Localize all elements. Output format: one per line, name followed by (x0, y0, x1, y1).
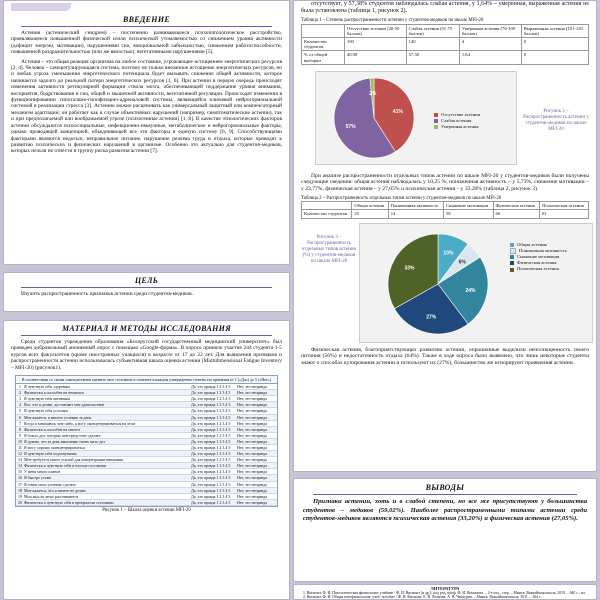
table1 (301, 24, 589, 65)
table1-cell: Количество студентов (302, 38, 345, 51)
goal-heading: ЦЕЛЬ (134, 276, 159, 285)
conclusions-heading: ВЫВОДЫ (425, 483, 465, 492)
intro-paragraph-2: Астения – это общая реакция организма на любое состояние, угрожающее истощением энергетических ресурсов [2, 4]. Человек – саморегулирующаяся система, поэтому не только внезапное истощение энергетических ресурсов, но и любая угроза уменьшения энергетического потенциала будет вызывать снижение общей активности, которое начинается задолго до реальной потери энергетических ресурсов [1, 6]. При астении в первую очередь происходят изменения активности ретикулярной формации ствола мозга, обеспечивающей поддержание уровня внимания, восприятия, бодрствования и сна, общей и мышечной активности, вегетативной регуляции. Происходят изменения в функционировании гипоталамо-гипофизарно-адреналовой системы, являющейся ключевой нейрогормональной системой в реализации стресса [3]. Астению можно расценивать как универсальный защитный или компенсаторный механизм адаптации; он работает как в случае объективных нарушений (например, симптоматические астении), так и при предполагаемой или воображаемой угрозе (психогенные астении) [1, 8]. В качестве этиологических факторов астении обсуждаются психосоциальные, инфекционно-иммунные, метаболические и нейрогормональные факторы, однако проводящей концепцией, объединяющей все эти факторы в единую систему [6, 9]. Способствующими факторами являются недосып, неправильное питание, нарушение режима труда и отдыха, которые приводят к развитию психических и физических нарушений в организме. Особенно это актуально для студентов-медиков, которых нельзя не отнести в группу риска развития астении [7]. (11, 58, 282, 155)
table2-header-cell: Снижение мотивации (443, 202, 493, 210)
scale-row-number: 1 (19, 384, 21, 390)
table2-header-cell: Пониженная активность (388, 202, 443, 210)
photo-strip (11, 3, 282, 15)
scale-row (16, 500, 277, 506)
scale-row-question: Мне кажется, я многое успеваю за день (24, 414, 92, 420)
figure3-chart-area (359, 223, 593, 343)
scale-row-agree: Да, это правда 1 2 3 4 5 (191, 457, 231, 463)
table2-cell: 81 (540, 210, 589, 218)
scale-row-question: Физически я чувствую себя в прекрасном состоянии (24, 499, 114, 505)
table1-header-row (302, 24, 589, 37)
scale-row-disagree: Нет, это неправда (237, 481, 267, 487)
table1-header-cell (302, 24, 345, 37)
intro-divider (21, 26, 272, 27)
legend-swatch (510, 255, 514, 259)
scale-row-number: 19 (18, 493, 22, 499)
decorative-photo (11, 3, 71, 11)
table2-header-cell (302, 202, 352, 210)
table1-cell: 0 (521, 51, 588, 64)
scale-row-number: 8 (19, 426, 21, 432)
figure2 (301, 69, 589, 169)
table1-cell: % от общей выборки (302, 51, 345, 64)
pie-data-label: 33% (404, 264, 415, 271)
goal-divider (21, 287, 272, 288)
goal-panel (3, 272, 290, 312)
scale-row-disagree: Нет, это неправда (237, 420, 267, 426)
table2-header-row (302, 202, 589, 210)
reference-item: 1. Висмонт, Ф. И. Патологическая физиология: учебник / Ф. И. Висмонт [и др.]; под ред. проф. Ф. И. Висмонта. – 2-е изд., стер. – Минск: Вышэйшая школа, 2019. – 640 с.: ил. (303, 591, 586, 595)
figure3 (301, 223, 589, 345)
methods-heading: МАТЕРИАЛ И МЕТОДЫ ИССЛЕДОВАНИЯ (61, 324, 232, 333)
table1-title: Таблица 1 – Степень распространенности астении у студентов-медиков по шкале MFI-20 (301, 18, 484, 23)
methods-text: Среди студентов учреждения образования «Белорусский государственный медицинский университет» был проведен добровольный анонимный опрос с помощью «Google-форма». В опросе приняло участие 244 студента 1-5 курсов всех факультетов (кроме иностранных учащихся) в возрасте от 17 до 22 лет. Для выявления признаков и распространенности астении использовалась субъективная шкала оценки астении (Multidimensional Fatigue Inventory – MFI-20) (рисунок1). (11, 339, 282, 371)
intro-heading: ВВЕДЕНИЕ (123, 15, 170, 24)
figure2-chart-area (315, 71, 517, 165)
table1-header-cell: Умеренная астения (76-100 баллов) (459, 24, 521, 37)
results-mid-text: При анализе распространенности отдельных типов астении по шкале MFI-20 у студентов-медиков были получены следующие сведения: общая астения наблюдалась у 10,25 %, пониженная активность – у 5,73%, снижение мотивации – у 23,77%, физическая астения – у 27,05% и психическая астения – у 33,20% (таблица 2, рисунок 3). (301, 172, 589, 192)
scale-row-agree: Да, это правда 1 2 3 4 5 (191, 384, 231, 390)
scale-row-number: 13 (18, 457, 22, 463)
scale-row-agree: Да, это правда 1 2 3 4 5 (191, 426, 231, 432)
scale-row-number: 12 (18, 451, 22, 457)
right-column (293, 0, 600, 600)
scale-row-number: 5 (19, 408, 21, 414)
scale-row-number: 3 (19, 396, 21, 402)
figure2-pie-chart (316, 72, 516, 164)
scale-row-agree: Да, это правда 1 2 3 4 5 (191, 499, 231, 505)
scale-row-question: Когда я занимаюсь чем-либо, я могу сконцентрироваться на этом (24, 420, 136, 426)
scale-row-disagree: Нет, это неправда (237, 390, 267, 396)
table2-header-cell: Психическая астения (540, 202, 589, 210)
table1-cell: 0 (521, 38, 588, 51)
table1-row (302, 51, 589, 64)
scale-row-disagree: Нет, это неправда (237, 426, 267, 432)
scale-row-agree: Да, это правда 1 2 3 4 5 (191, 402, 231, 408)
table2-header-cell: Общая астения (352, 202, 388, 210)
legend-label: Пониженная активность (519, 247, 567, 253)
table1-header-cell: Выраженная астения (101-120 баллов) (521, 24, 588, 37)
conclusions-divider (313, 494, 577, 495)
scale-row-disagree: Нет, это неправда (237, 457, 267, 463)
scale-row-question: Я быстро устаю (24, 475, 52, 481)
legend-label: Физическая астения (517, 260, 557, 266)
legend-swatch (434, 119, 438, 123)
scale-row-question: У меня много планов (24, 469, 61, 475)
scale-row-agree: Да, это правда 1 2 3 4 5 (191, 408, 231, 414)
scale-row-disagree: Нет, это неправда (237, 402, 267, 408)
table2-cell: 25 (352, 210, 388, 218)
legend-label: Отсутствие астении (441, 111, 481, 117)
scale-row-question: Я очень мало успеваю сделать (24, 481, 76, 487)
scale-row-agree: Да, это правда 1 2 3 4 5 (191, 390, 231, 396)
scale-row-disagree: Нет, это неправда (237, 408, 267, 414)
scale-row-question: Я могу хорошо сконцентрироваться (24, 444, 86, 450)
methods-divider (21, 335, 272, 336)
pie-data-label: 57% (345, 123, 356, 130)
legend-swatch (510, 268, 514, 272)
table2-title: Таблица 2 – Распространенность отдельных типов астении у студентов-медиков по шкале MFI-20 (301, 195, 502, 201)
scale-row-question: Я чувствую себя усталым (24, 408, 68, 414)
scale-row-disagree: Нет, это неправда (237, 493, 267, 499)
scale-row-agree: Да, это правда 1 2 3 4 5 (191, 481, 231, 487)
legend-label: Психическая астения (517, 266, 559, 272)
scale-row-agree: Да, это правда 1 2 3 4 5 (191, 438, 231, 444)
scale-row-agree: Да, это правда 1 2 3 4 5 (191, 451, 231, 457)
scale-row-question: Все, что я делаю, доставляет мне удовольствие (24, 402, 105, 408)
table1-header-cell: Отсутствие астении (20-50 баллов) (344, 24, 406, 37)
table2-cell: 14 (388, 210, 443, 218)
pie-data-label: 10% (443, 250, 454, 257)
scale-row-disagree: Нет, это неправда (237, 469, 267, 475)
table2-cell: 58 (443, 210, 493, 218)
legend-label: Общая астения (517, 241, 547, 247)
table2-row (302, 210, 589, 218)
scale-row-disagree: Нет, это неправда (237, 414, 267, 420)
scale-row-disagree: Нет, это неправда (237, 444, 267, 450)
legend-swatch (510, 243, 514, 247)
results-panel (293, 0, 597, 472)
scale-row-number: 17 (18, 481, 22, 487)
table1-cell: 100 (344, 38, 406, 51)
figure3-legend (510, 242, 567, 273)
table2-cell: Количество студентов (302, 210, 352, 218)
intro-paragraph-1: Астения (астенический синдром) – постепенно развивающееся психопатологическое расстройство, проявляющееся повышенной физической и/или психической утомляемостью со снижением уровня активности (дефицит энергии, мотивации), нарушениями сна, эмоциональной лабильностью, снижением работоспособности, повышенной раздражительностью (или же вялостью), вегетативными нарушениями [5]. (11, 30, 282, 56)
intro-panel (3, 0, 290, 265)
figure3-legend-item (510, 266, 567, 272)
legend-swatch (510, 261, 514, 265)
scale-row-disagree: Нет, это неправда (237, 438, 267, 444)
scale-row-question: Я боюсь дел, которые мне предстоит сделать (24, 432, 101, 438)
scale-row-number: 2 (19, 390, 21, 396)
scale-row-number: 18 (18, 487, 22, 493)
table1-cell: 40,98 (344, 51, 406, 64)
legend-label: Умеренная астения (441, 124, 479, 130)
reference-item: 2. Висмонт, Ф. И. Общая патофизиология: учеб. пособие / Ф. И. Висмонт, Е. В. Леонова, А. В. Чантурия. – Минск: Вышэйшая школа, 2011. – 364 с. (303, 595, 542, 600)
references-panel (293, 584, 597, 600)
scale-row-question: Я чувствую себя отдохнувшим (24, 451, 77, 457)
table1-cell: 57,38 (406, 51, 459, 64)
scale-row-question: Мне требуется много усилий для концентрации внимания (24, 457, 123, 463)
scale-row-number: 15 (18, 469, 22, 475)
conclusions-panel (293, 478, 597, 582)
figure2-legend (434, 112, 480, 131)
scale-figure (15, 375, 278, 507)
legend-label: Слабая астения (441, 118, 472, 124)
goal-text: Изучить распространенность признаков астении среди студентов-медиков. (21, 291, 193, 297)
scale-row-disagree: Нет, это неправда (237, 475, 267, 481)
table2-cell: 66 (493, 210, 540, 218)
figure2-legend-item (434, 124, 480, 130)
table1-cell: 1,64 (459, 51, 521, 64)
pie-data-label: 41% (392, 108, 403, 115)
left-column (0, 0, 292, 600)
scale-row-question: Я чувствую себя активным (24, 396, 70, 402)
pie-data-label: 6% (458, 259, 466, 266)
scale-row-question: Физически я способен на немногое (24, 390, 85, 396)
figure3-caption: Рисунок 3 – Распространенность отдельных типов астении (%) у студентов-медиков по шкале MFI-20 (301, 234, 357, 264)
scale-row-number: 20 (18, 499, 22, 505)
scale-row-question: Мои мысли легко рассеиваются (24, 493, 79, 499)
legend-label: Снижение мотивации (517, 254, 560, 259)
scale-row-disagree: Нет, это неправда (237, 384, 267, 390)
figure1-caption: Рисунок 1 – Шкала оценки астении MFI-20 (102, 507, 191, 513)
pie-data-label: 2% (369, 91, 377, 98)
scale-row-question: Физически я чувствую себя в плохом состоянии (24, 463, 106, 469)
table2-header-cell: Физическая астения (493, 202, 540, 210)
legend-swatch (434, 113, 438, 117)
scale-row-number: 9 (19, 432, 21, 438)
pie-data-label: 24% (465, 287, 476, 294)
scale-row-number: 11 (18, 444, 22, 450)
scale-row-number: 16 (18, 475, 22, 481)
scale-row-number: 14 (18, 463, 22, 469)
scale-row-disagree: Нет, это неправда (237, 499, 267, 505)
table2 (301, 201, 589, 218)
scale-row-disagree: Нет, это неправда (237, 487, 267, 493)
table1-header-cell: Слабая астения (51-75 баллов) (406, 24, 459, 37)
scale-row-agree: Да, это правда 1 2 3 4 5 (191, 475, 231, 481)
scale-row-disagree: Нет, это неправда (237, 463, 267, 469)
scale-row-question: Мне кажется, что я ничего не делаю (24, 487, 86, 493)
scale-row-disagree: Нет, это неправда (237, 432, 267, 438)
scale-header: В соответствии со своим самочувствием оцените свое состояние и отметьте в каждом утверждении степень его принятия от 1 («Да») до 5 («Нет») (16, 376, 277, 384)
scale-row-number: 7 (19, 420, 21, 426)
scale-row-agree: Да, это правда 1 2 3 4 5 (191, 420, 231, 426)
scale-row-question: Физически я способен на многое (24, 426, 81, 432)
scale-row-agree: Да, это правда 1 2 3 4 5 (191, 469, 231, 475)
methods-panel (3, 320, 290, 600)
scale-row-agree: Да, это правда 1 2 3 4 5 (191, 414, 231, 420)
scale-row-agree: Да, это правда 1 2 3 4 5 (191, 493, 231, 499)
scale-row-agree: Да, это правда 1 2 3 4 5 (191, 432, 231, 438)
scale-row-number: 10 (18, 438, 22, 444)
scale-row-number: 6 (19, 414, 21, 420)
scale-row-disagree: Нет, это неправда (237, 396, 267, 402)
scale-row-agree: Да, это правда 1 2 3 4 5 (191, 444, 231, 450)
pie-data-label: 27% (426, 313, 437, 320)
scale-row-agree: Да, это правда 1 2 3 4 5 (191, 487, 231, 493)
results-post-text: Физическая астения, благоприятствующих развитию астении, опрошенные выделили неполноценность своего питания (56%) и недостаточность отдыха (64%). Также в ходе опроса было выявлено, что лишь некоторые студенты знают о способах купирования астении и используют их (27%), большинство же игнорируют проявления астении. (301, 346, 589, 366)
legend-swatch (434, 125, 438, 129)
table1-cell: 140 (406, 38, 459, 51)
scale-row-agree: Да, это правда 1 2 3 4 5 (191, 463, 231, 469)
figure2-caption: Рисунок 2 – Распространенность астении у студентов-медиков по шкале MFI-20 (523, 108, 589, 132)
table1-cell: 4 (459, 38, 521, 51)
references-heading: ЛИТЕРАТУРА (430, 586, 460, 591)
scale-row-question: Я чувствую себя здоровым (24, 384, 70, 390)
scale-rows (16, 384, 277, 506)
scale-row-number: 4 (19, 402, 21, 408)
results-intro-text: отсутствует, у 57,38% студентов наблюдалась слабая астения, у 1,64% – умеренная, выраженная астения не была установлена (таблица 1, рисунок 2). (301, 1, 589, 14)
scale-row-disagree: Нет, это неправда (237, 451, 267, 457)
table1-row (302, 38, 589, 51)
legend-swatch (510, 248, 516, 254)
conclusions-text: Признаки астении, хоть и в слабой степени, но все же присутствуют у большинства студентов – медиков (59,02%). Наиболее распространенными типами астении среди студентов-медиков являются психическая астения (33,20%) и физическая астения (27,05%). (303, 498, 587, 523)
scale-row-question: Я думаю, что за день выполняю очень мало дел (24, 438, 106, 444)
scale-row-agree: Да, это правда 1 2 3 4 5 (191, 396, 231, 402)
